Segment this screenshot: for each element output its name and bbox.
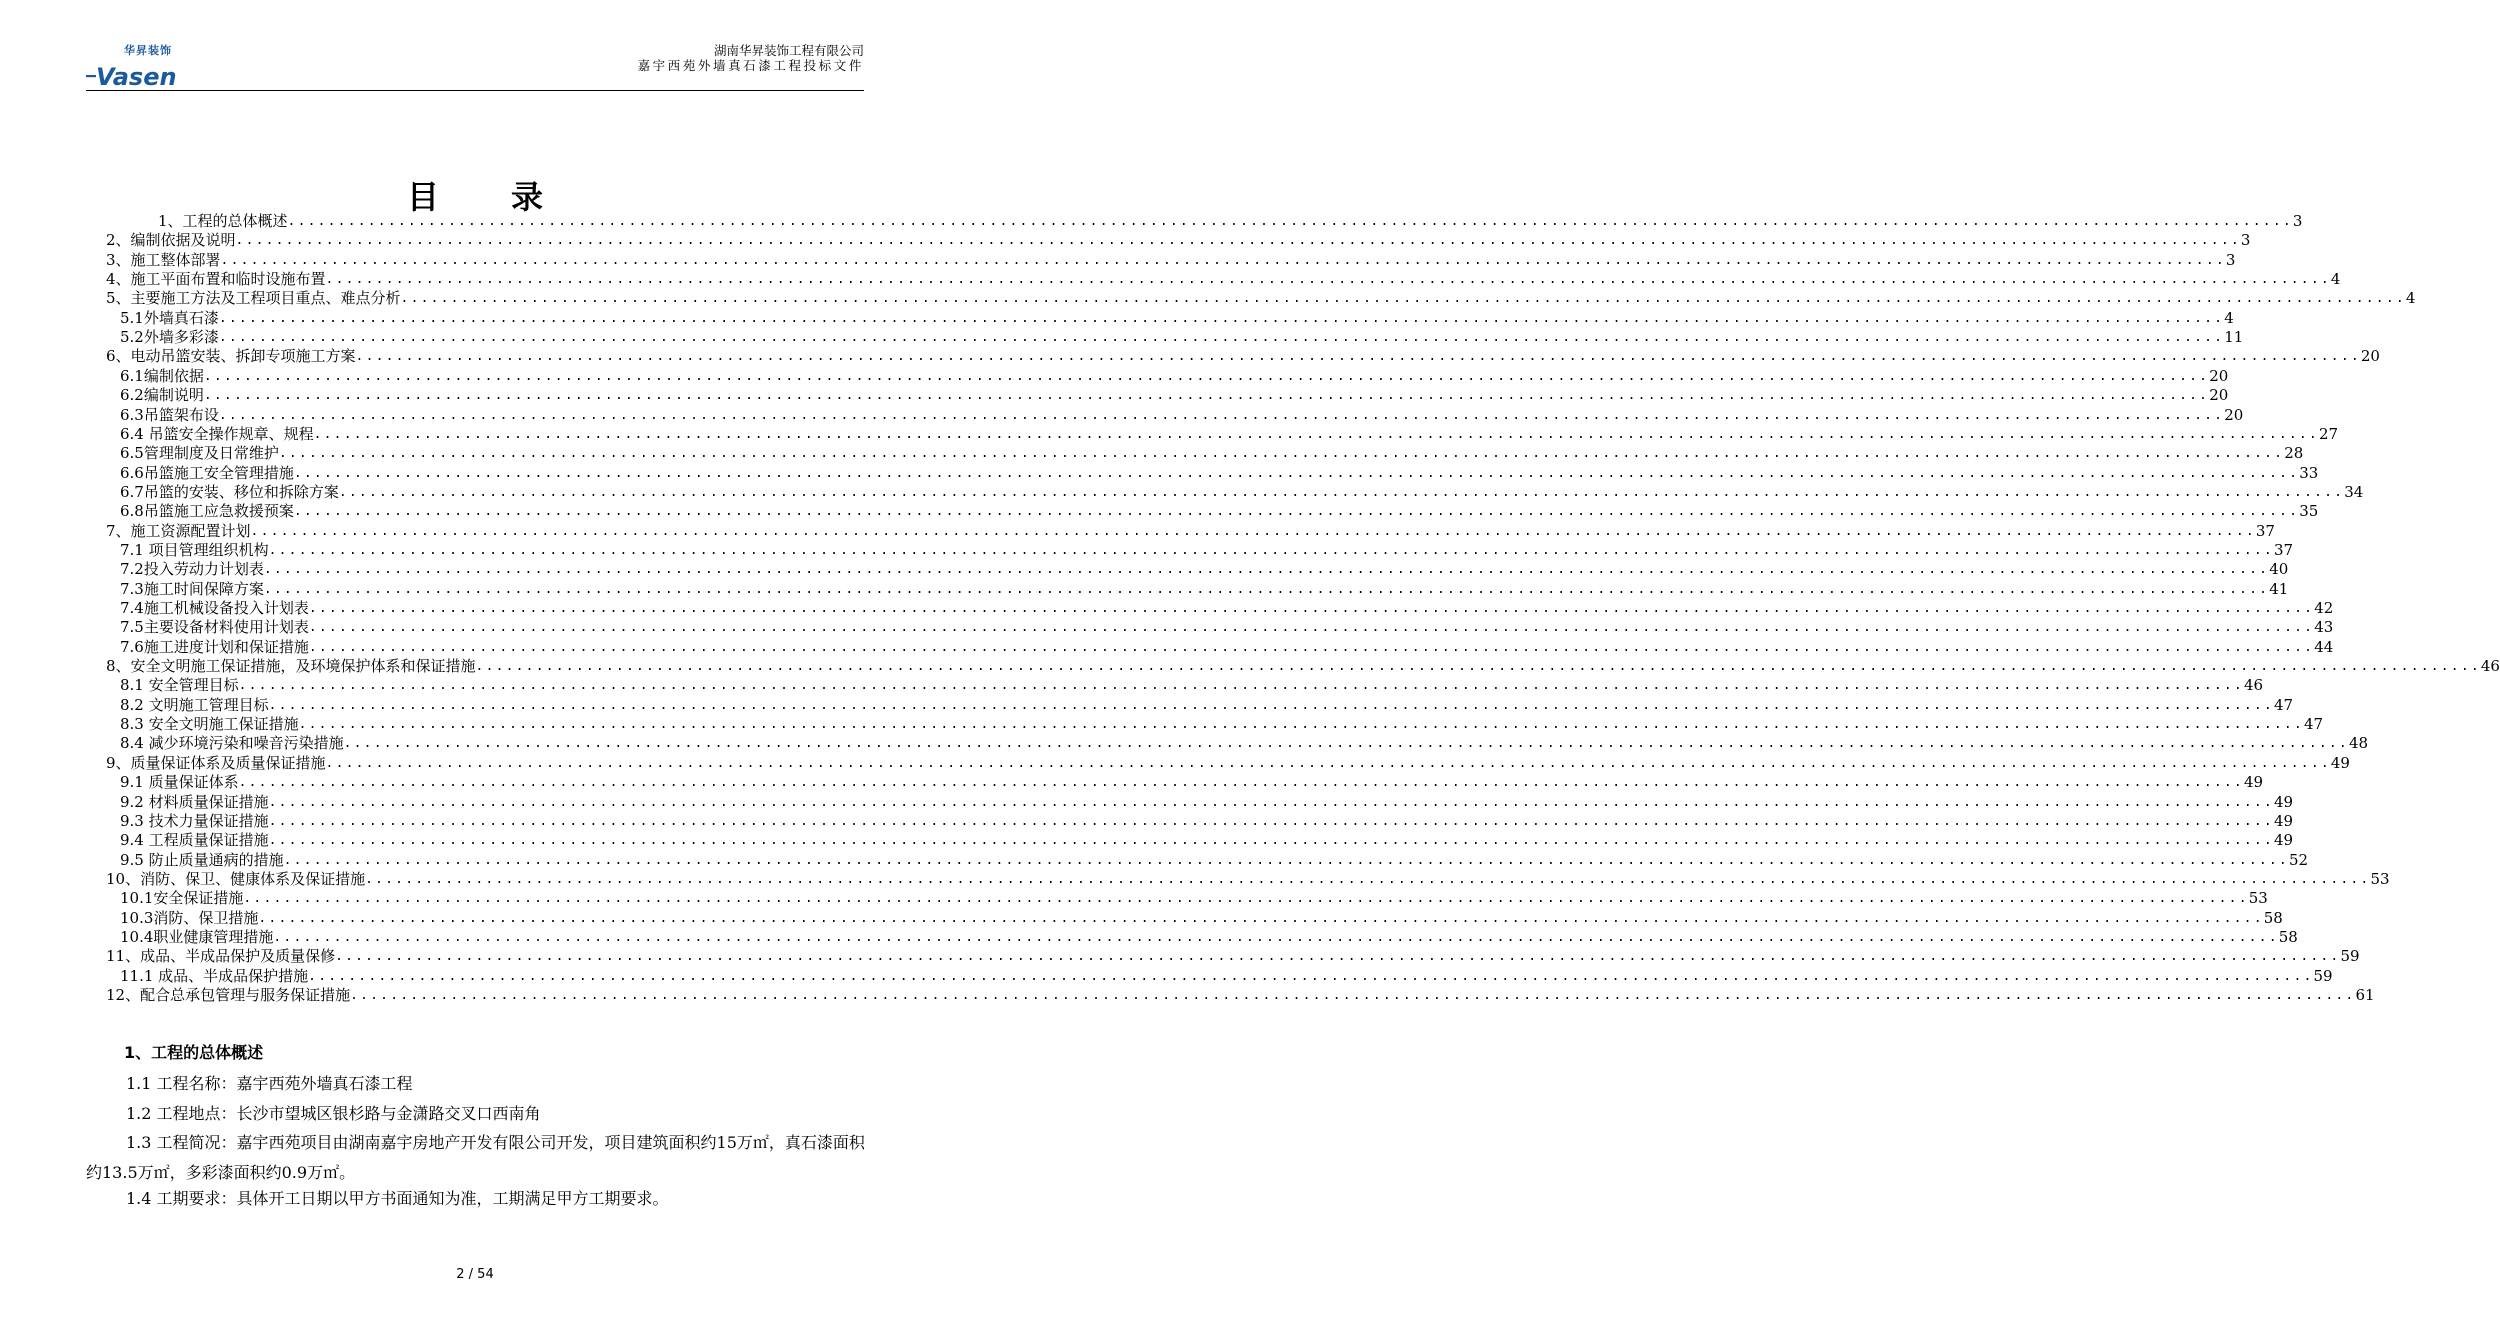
toc-entry[interactable]	[120, 540, 2294, 560]
toc-entry-title: 7.3施工时间保障方案	[120, 579, 264, 598]
toc-entry-page: 46	[2480, 657, 2500, 676]
toc-entry-title: 7.5主要设备材料使用计划表	[120, 618, 309, 637]
toc-leader-dots: ........................................................................................................................................................................................................	[263, 562, 2270, 578]
toc-entry-page: 20	[2224, 405, 2244, 424]
toc-entry[interactable]	[120, 792, 2294, 812]
toc-entry-title: 5.1外墙真石漆	[120, 308, 219, 327]
toc-entry[interactable]	[120, 463, 2319, 483]
toc-entry-page: 61	[2355, 986, 2375, 1004]
toc-entry-page: 53	[2248, 889, 2268, 908]
toc-leader-dots: ........................................................................................................................................................................................................	[350, 988, 2356, 1003]
toc-entry-page: 20	[2360, 347, 2380, 366]
toc-entry-page: 58	[2278, 927, 2298, 946]
toc-entry-page: 49	[2273, 792, 2294, 811]
toc-entry[interactable]	[120, 444, 2304, 463]
toc-leader-dots: ........................................................................................................................................................................................................	[400, 291, 2406, 307]
toc-leader-dots: ........................................................................................................................................................................................................	[283, 852, 2289, 868]
toc-leader-dots: ........................................................................................................................................................................................................	[335, 949, 2341, 965]
toc-entry-page: 41	[2269, 579, 2289, 598]
toc-entry-title: 7.6施工进度计划和保证措施	[120, 637, 309, 656]
toc-leader-dots: ........................................................................................................................................................................................................	[475, 659, 2481, 675]
toc-entry[interactable]	[120, 889, 2268, 908]
toc-leader-dots: ........................................................................................................................................................................................................	[325, 272, 2331, 288]
toc-entry-title: 11.1 成品、半成品保护措施	[120, 966, 309, 985]
toc-entry-page: 52	[2288, 850, 2309, 869]
toc-entry-page: 28	[2284, 444, 2304, 463]
toc-entry-title: 10、消防、保卫、健康体系及保证措施	[106, 869, 366, 888]
toc-entry-title: 7、施工资源配置计划	[106, 521, 251, 540]
toc-entry-page: 20	[2209, 386, 2229, 405]
toc-leader-dots: ........................................................................................................................................................................................................	[218, 407, 2225, 423]
toc-leader-dots: ........................................................................................................................................................................................................	[308, 620, 2315, 636]
toc-entry[interactable]	[106, 657, 2500, 676]
toc-entry-title: 9、质量保证体系及质量保证措施	[106, 753, 326, 772]
toc-entry-title: 11、成品、半成品保护及质量保修	[106, 947, 336, 966]
toc-entry-page: 33	[2299, 463, 2319, 482]
page-number: 2 / 54	[456, 1267, 494, 1282]
paragraph-text: 1.4 工期要求：具体开工日期以甲方书面通知为准，工期满足甲方工期要求。	[126, 1189, 669, 1208]
toc-entry[interactable]	[158, 212, 2303, 231]
toc-entry[interactable]	[120, 502, 2319, 521]
toc-leader-dots: ........................................................................................................................................................................................................	[268, 833, 2274, 849]
toc-entry-title: 6.5管理制度及日常维护	[120, 444, 279, 463]
toc-entry[interactable]	[120, 637, 2334, 657]
paragraph-text: 1.3 工程简况：嘉宇西苑项目由湖南嘉宇房地产开发有限公司开发，项目建筑面积约15万㎡，真石漆面积约13.5万㎡，多彩漆面积约0.9万㎡。	[86, 1133, 865, 1182]
toc-entry[interactable]	[120, 811, 2294, 831]
paragraph-project-name	[86, 1069, 866, 1099]
toc-entry-title: 6.6吊篮施工安全管理措施	[120, 463, 294, 482]
toc-entry-page: 37	[2255, 521, 2275, 540]
paragraph-schedule	[86, 1184, 866, 1214]
toc-entry-title: 6.7吊篮的安装、移位和拆除方案	[120, 482, 339, 501]
toc-entry[interactable]	[120, 715, 2324, 734]
toc-title-char-1: 目	[406, 178, 439, 216]
company-logo	[86, 42, 196, 91]
toc-entry-page: 58	[2263, 908, 2283, 927]
toc-leader-dots: ........................................................................................................................................................................................................	[293, 504, 2300, 520]
toc-leader-dots: ........................................................................................................................................................................................................	[218, 310, 2225, 326]
header-company: 湖南华昇装饰工程有限公司	[713, 43, 864, 58]
toc-entry-page: 4	[2224, 308, 2234, 327]
toc-entry[interactable]	[120, 405, 2244, 425]
toc-entry[interactable]	[120, 599, 2334, 618]
toc-entry[interactable]	[120, 927, 2298, 947]
logo-wordmark	[86, 56, 196, 90]
toc-leader-dots: ........................................................................................................................................................................................................	[273, 929, 2279, 945]
logo-chinese-text: 华昇装饰	[124, 44, 172, 57]
toc-entry-title: 9.5 防止质量通病的措施	[120, 850, 284, 869]
toc-leader-dots: ........................................................................................................................................................................................................	[293, 465, 2300, 481]
toc-entry-page: 49	[2273, 831, 2294, 850]
toc-leader-dots: ........................................................................................................................................................................................................	[238, 775, 2244, 791]
toc-entry-page: 49	[2243, 773, 2264, 792]
logo-wordmark-text: Vasen	[96, 63, 177, 91]
toc-entry[interactable]	[120, 618, 2334, 637]
toc-leader-dots: ........................................................................................................................................................................................................	[220, 252, 2226, 268]
toc-entry[interactable]	[120, 966, 2333, 986]
toc-entry-title: 5.2外墙多彩漆	[120, 328, 219, 347]
toc-entry-page: 27	[2318, 424, 2339, 443]
toc-entry-page: 43	[2314, 618, 2334, 637]
toc-leader-dots: ........................................................................................................................................................................................................	[308, 639, 2315, 655]
toc-leader-dots: ........................................................................................................................................................................................................	[243, 891, 2249, 907]
toc-entry-title: 7.4施工机械设备投入计划表	[120, 599, 309, 617]
header-text	[637, 43, 864, 73]
toc-leader-dots: ........................................................................................................................................................................................................	[268, 542, 2274, 558]
toc-entry-page: 35	[2299, 502, 2319, 521]
toc-entry-page: 59	[2313, 966, 2333, 985]
toc-entry[interactable]	[120, 482, 2364, 502]
toc-entry-title: 10.1安全保证措施	[120, 889, 244, 908]
toc-entry-title: 12、配合总承包管理与服务保证措施	[106, 986, 351, 1004]
toc-entry-title: 8.1 安全管理目标	[120, 676, 239, 695]
toc-leader-dots: ........................................................................................................................................................................................................	[338, 484, 2345, 500]
toc-entry-page: 11	[2224, 328, 2244, 347]
section-heading: 1、工程的总体概述	[124, 1043, 264, 1062]
toc-title-char-2: 录	[511, 178, 544, 216]
toc-leader-dots: ........................................................................................................................................................................................................	[203, 388, 2210, 404]
header-document-title: 嘉宇西苑外墙真石漆工程投标文件	[637, 58, 864, 73]
toc-entry-title: 3、施工整体部署	[106, 250, 221, 269]
toc-entry-page: 37	[2273, 540, 2294, 559]
toc-entry-page: 3	[2240, 231, 2251, 250]
toc-entry[interactable]	[106, 753, 2350, 773]
toc-entry-title: 10.3消防、保卫措施	[120, 908, 259, 927]
toc-entry[interactable]	[120, 908, 2283, 928]
toc-entry[interactable]	[120, 308, 2234, 328]
toc-entry[interactable]	[120, 328, 2244, 347]
toc-entry-page: 46	[2243, 676, 2264, 695]
toc-leader-dots: ........................................................................................................................................................................................................	[258, 910, 2264, 926]
toc-entry-page: 20	[2209, 366, 2229, 385]
toc-entry[interactable]	[120, 831, 2294, 850]
toc-entry-title: 6、电动吊篮安装、拆卸专项施工方案	[106, 347, 356, 366]
toc-entry-page: 44	[2314, 637, 2334, 656]
toc-entry[interactable]	[106, 289, 2416, 308]
toc-entry-title: 1、工程的总体概述	[158, 212, 288, 230]
toc-entry-page: 3	[2225, 250, 2236, 269]
toc-leader-dots: ........................................................................................................................................................................................................	[235, 233, 2241, 249]
toc-entry-page: 4	[2330, 270, 2341, 289]
toc-leader-dots: ........................................................................................................................................................................................................	[278, 446, 2285, 462]
toc-entry-title: 7.2投入劳动力计划表	[120, 560, 264, 579]
paragraph-text: 1.1 工程名称：嘉宇西苑外墙真石漆工程	[126, 1074, 413, 1093]
toc-entry-title: 6.3吊篮架布设	[120, 405, 219, 424]
paragraph-project-location	[86, 1099, 866, 1129]
toc-entry-title: 8.4 减少环境污染和噪音污染措施	[120, 734, 344, 753]
toc-entry[interactable]	[106, 231, 2251, 250]
toc-entry[interactable]	[106, 947, 2360, 966]
toc-entry-title: 2、编制依据及说明	[106, 231, 236, 250]
toc-entry-page: 34	[2344, 482, 2364, 501]
toc-leader-dots: ........................................................................................................................................................................................................	[313, 426, 2319, 442]
toc-leader-dots: ........................................................................................................................................................................................................	[250, 523, 2256, 539]
toc-entry[interactable]	[120, 734, 2369, 753]
toc-leader-dots: ........................................................................................................................................................................................................	[268, 697, 2274, 713]
toc-entry-title: 9.2 材料质量保证措施	[120, 792, 269, 811]
toc-leader-dots: ........................................................................................................................................................................................................	[298, 717, 2304, 733]
toc-entry-title: 9.3 技术力量保证措施	[120, 811, 269, 830]
paragraph-project-overview	[86, 1128, 866, 1188]
toc-entry-page: 40	[2269, 560, 2289, 579]
toc-entry-title: 6.8吊篮施工应急救援预案	[120, 502, 294, 521]
page-header	[86, 40, 864, 91]
toc-leader-dots: ........................................................................................................................................................................................................	[263, 581, 2270, 597]
toc-entry[interactable]	[106, 521, 2275, 541]
toc-entry-page: 3	[2292, 212, 2303, 230]
toc-entry[interactable]	[106, 869, 2390, 889]
toc-leader-dots: ........................................................................................................................................................................................................	[343, 736, 2349, 752]
toc-leader-dots: ........................................................................................................................................................................................................	[325, 755, 2331, 771]
toc-leader-dots: ........................................................................................................................................................................................................	[365, 871, 2371, 887]
toc-entry[interactable]	[120, 695, 2294, 715]
toc-entry-title: 6.4 吊篮安全操作规章、规程	[120, 424, 314, 443]
toc-entry-title: 8.3 安全文明施工保证措施	[120, 715, 299, 734]
toc-entry-title: 5、主要施工方法及工程项目重点、难点分析	[106, 289, 401, 308]
toc-entry-page: 59	[2340, 947, 2360, 966]
toc-entry[interactable]	[120, 579, 2289, 599]
toc-entry-page: 47	[2303, 715, 2324, 734]
toc-entry-title: 9.4 工程质量保证措施	[120, 831, 269, 850]
toc-entry[interactable]	[120, 386, 2229, 405]
toc-entry-title: 4、施工平面布置和临时设施布置	[106, 270, 326, 289]
toc-entry[interactable]	[120, 850, 2309, 870]
toc-entry[interactable]	[120, 560, 2289, 579]
toc-entry[interactable]	[120, 366, 2229, 386]
toc-entry-page: 4	[2405, 289, 2416, 308]
toc-entry-page: 53	[2370, 869, 2390, 888]
toc-leader-dots: ........................................................................................................................................................................................................	[268, 794, 2274, 810]
toc-entry-page: 49	[2273, 811, 2294, 830]
toc-entry-page: 48	[2348, 734, 2369, 753]
toc-entry[interactable]	[106, 986, 2375, 1005]
toc-entry-title: 9.1 质量保证体系	[120, 773, 239, 792]
toc-entry[interactable]	[120, 424, 2339, 444]
toc-leader-dots: ........................................................................................................................................................................................................	[355, 349, 2361, 365]
toc-entry-title: 8、安全文明施工保证措施，及环境保护体系和保证措施	[106, 657, 476, 676]
toc-leader-dots: ........................................................................................................................................................................................................	[238, 678, 2244, 694]
toc-leader-dots: ........................................................................................................................................................................................................	[203, 368, 2210, 384]
toc-entry-title: 8.2 文明施工管理目标	[120, 695, 269, 714]
toc-entry-title: 7.1 项目管理组织机构	[120, 540, 269, 559]
toc-leader-dots: ........................................................................................................................................................................................................	[268, 813, 2274, 829]
toc-entry-title: 10.4职业健康管理措施	[120, 927, 274, 946]
toc-entry-title: 6.1编制依据	[120, 366, 204, 385]
toc-leader-dots: ........................................................................................................................................................................................................	[218, 330, 2225, 346]
toc-entry[interactable]	[106, 270, 2341, 289]
toc-entry-title: 6.2编制说明	[120, 386, 204, 405]
toc-entry-page: 47	[2273, 695, 2294, 714]
toc-entry[interactable]	[120, 676, 2264, 695]
toc-leader-dots: ........................................................................................................................................................................................................	[287, 214, 2293, 229]
toc-entry[interactable]	[106, 250, 2236, 270]
toc-leader-dots: ........................................................................................................................................................................................................	[308, 968, 2314, 984]
paragraph-text: 1.2 工程地点：长沙市望城区银杉路与金潇路交叉口西南角	[126, 1104, 541, 1123]
toc-entry-page: 42	[2314, 599, 2334, 617]
toc-leader-dots: ........................................................................................................................................................................................................	[308, 601, 2315, 616]
toc-entry[interactable]	[120, 773, 2264, 792]
toc-entry[interactable]	[106, 347, 2380, 366]
toc-entry-page: 49	[2330, 753, 2350, 772]
